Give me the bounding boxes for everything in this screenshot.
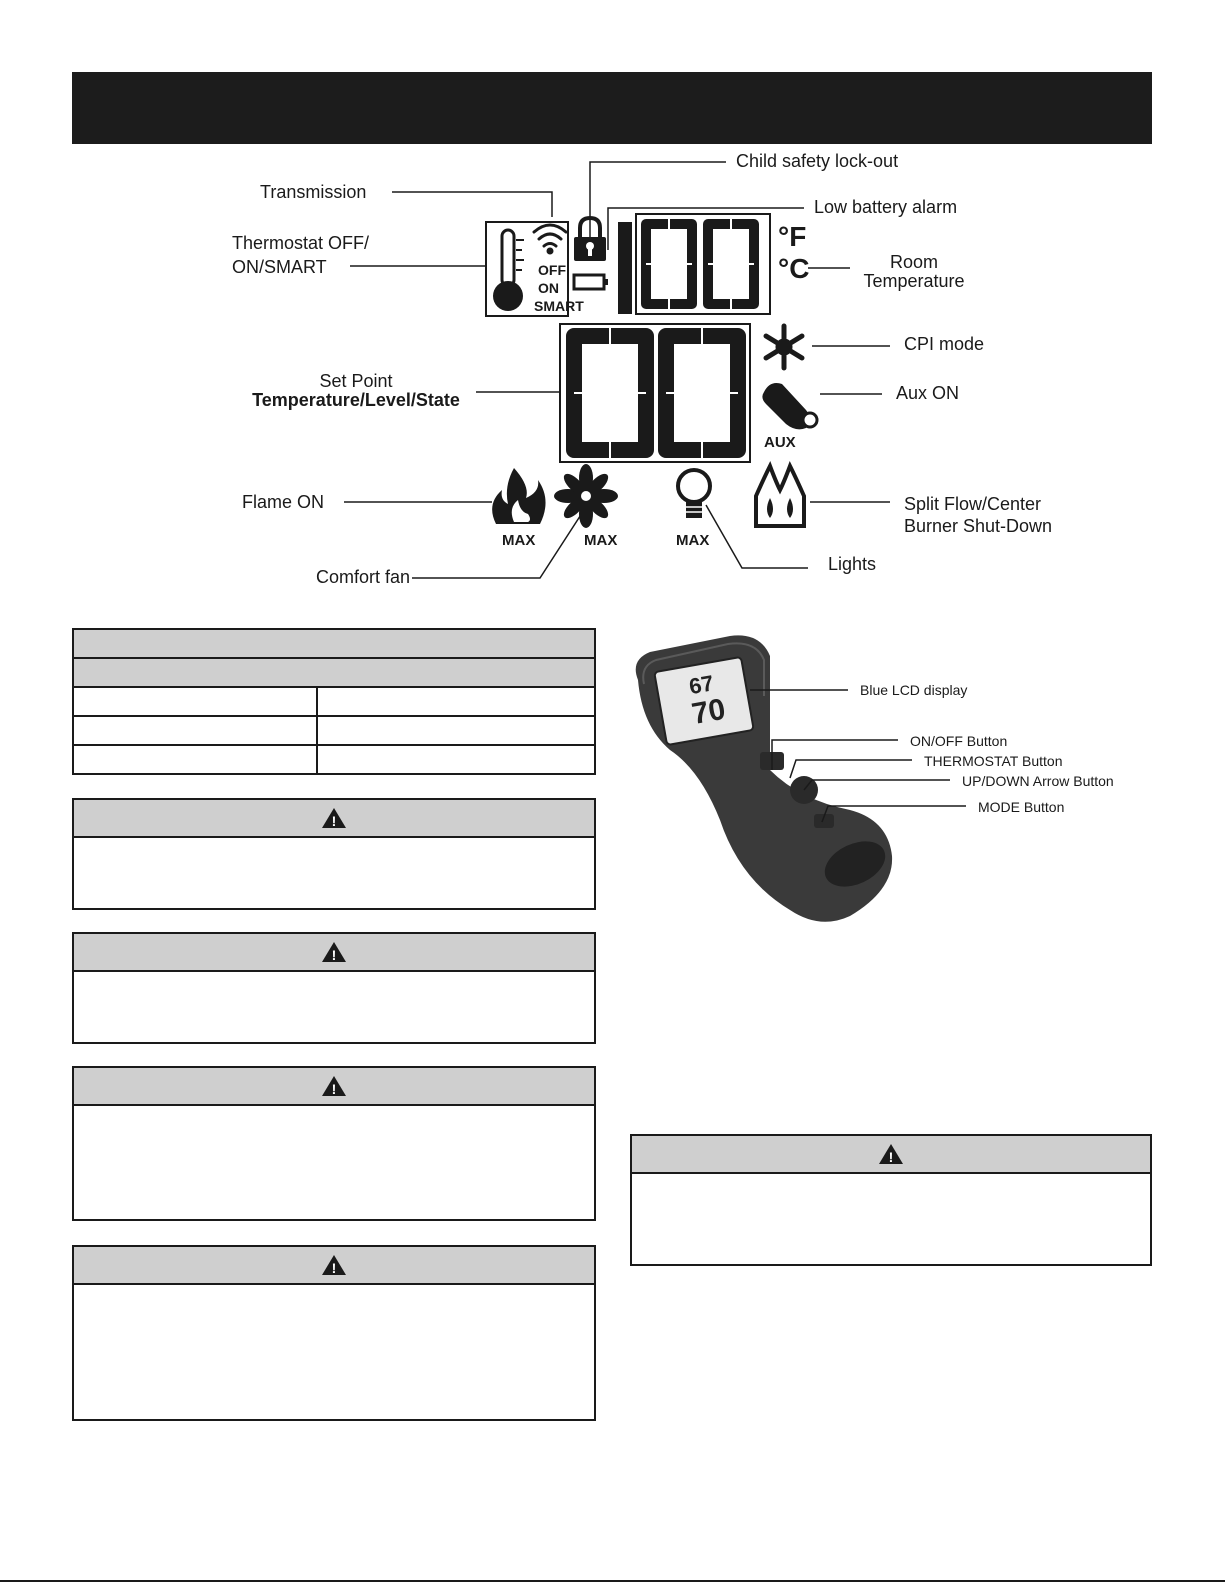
warning-header (74, 934, 594, 972)
up-down-leader (804, 780, 950, 790)
table-header-cell (73, 629, 595, 658)
warning-box (72, 932, 596, 1044)
warning-icon (320, 806, 348, 830)
flame-icon (492, 468, 545, 524)
lcd-text-smart: SMART (534, 298, 584, 314)
lcd-text-max-light: MAX (676, 532, 710, 549)
warning-header (74, 800, 594, 838)
warning-header (74, 1247, 594, 1285)
table-cell (73, 687, 317, 716)
warning-symbol: ! (331, 813, 337, 829)
footer-rule (0, 1580, 1225, 1582)
on-off-leader (772, 740, 898, 770)
lcd-text-max-fan: MAX (584, 532, 618, 549)
lcd-diagram (0, 0, 1225, 600)
transmission-icon (534, 225, 566, 253)
label-on-off-button: ON/OFF Button (910, 733, 1008, 749)
light-bulb-icon (678, 470, 710, 518)
table-row (73, 629, 595, 658)
label-thermostat-1: Thermostat OFF/ (232, 233, 370, 253)
warning-icon (320, 1253, 348, 1277)
label-flame-on: Flame ON (242, 492, 325, 512)
battery-icon (574, 275, 608, 289)
room-temp-display (618, 214, 770, 314)
label-low-battery: Low battery alarm (814, 197, 958, 217)
label-comfort-fan: Comfort fan (316, 567, 411, 587)
table-cell (317, 745, 595, 774)
warning-symbol: ! (331, 947, 337, 963)
set-point-display (560, 324, 750, 462)
table-cell (317, 687, 595, 716)
warning-symbol: ! (331, 1081, 337, 1097)
label-cpi-mode: CPI mode (904, 334, 985, 354)
label-lights: Lights (828, 554, 877, 574)
warning-icon (320, 940, 348, 964)
lcd-text-max-flame: MAX (502, 532, 536, 549)
warning-icon (320, 1074, 348, 1098)
label-transmission: Transmission (260, 182, 367, 202)
label-up-down-button: UP/DOWN Arrow Button (962, 773, 1114, 789)
lcd-text-off: OFF (538, 262, 566, 278)
warning-box (72, 798, 596, 910)
snowflake-icon (766, 326, 802, 368)
lcd-text-deg-c: °C (778, 253, 810, 284)
label-thermostat-2: ON/SMART (232, 257, 327, 277)
lcd-text-deg-f: °F (778, 221, 807, 252)
label-child-lock: Child safety lock-out (736, 151, 899, 171)
warning-box (630, 1134, 1152, 1266)
lcd-text-aux: AUX (764, 434, 796, 451)
label-set-point-2: Temperature/Level/State (252, 390, 460, 410)
warning-symbol: ! (888, 1149, 894, 1165)
table-row (73, 658, 595, 687)
remote-screen-bottom: 70 (689, 692, 728, 732)
label-room-temp-2: Temperature (863, 271, 965, 291)
table-cell (317, 716, 595, 745)
split-flow-icon (756, 466, 804, 526)
lcd-text-on: ON (538, 280, 559, 296)
table-cell (73, 716, 317, 745)
warning-icon (877, 1142, 905, 1166)
table-row (73, 687, 595, 716)
remote-screen-top: 67 (687, 670, 716, 700)
label-mode-button: MODE Button (978, 799, 1065, 815)
table-cell (73, 745, 317, 774)
warning-box (72, 1245, 596, 1421)
warning-header (74, 1068, 594, 1106)
table-subheader-cell (73, 658, 595, 687)
thermostat-leader-r (790, 760, 912, 778)
warning-header (632, 1136, 1150, 1174)
fan-icon (554, 464, 618, 528)
table-row (73, 716, 595, 745)
warning-box (72, 1066, 596, 1221)
aux-hand-icon (762, 383, 817, 429)
label-set-point-1: Set Point (319, 371, 393, 391)
table-row (73, 745, 595, 774)
warning-symbol: ! (331, 1260, 337, 1276)
transmission-leader (392, 192, 552, 217)
label-split-flow-2: Burner Shut-Down (904, 516, 1053, 536)
label-lcd-display: Blue LCD display (860, 682, 968, 698)
label-aux-on: Aux ON (896, 383, 960, 403)
label-room-temp-1: Room (889, 252, 938, 272)
label-split-flow-1: Split Flow/Center (904, 494, 1042, 514)
spec-table (72, 628, 596, 775)
label-thermostat-button: THERMOSTAT Button (924, 753, 1063, 769)
